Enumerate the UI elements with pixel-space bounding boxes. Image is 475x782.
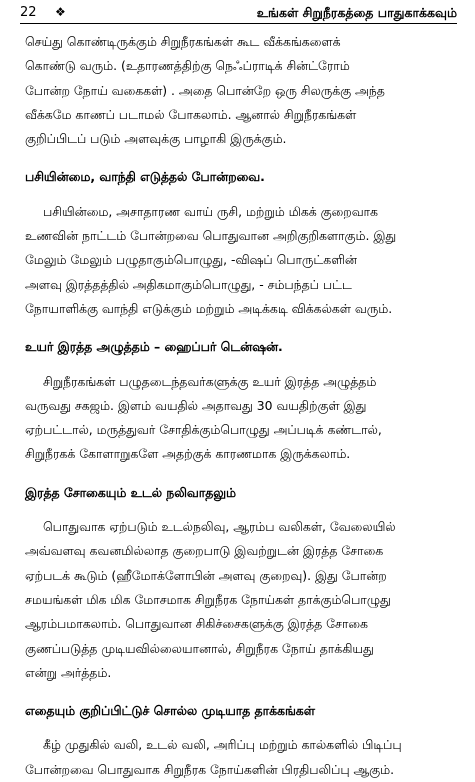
text-line: ஆரம்பமாகலாம். பொதுவான சிகிச்சைகளுக்கு இரத்த சோகை — [25, 616, 368, 632]
text-line: சிறுநீரகங்கள் பழுதடைந்தவர்களுக்கு உயர் இரத்த அழுத்தம் — [43, 373, 377, 389]
text-line: போன்றவை பொதுவாக சிறுநீரக நோய்களின் பிரதிபலிப்பு ஆகும். — [25, 761, 395, 777]
text-line: பசியின்மை, அசாதாரண வாய் ருசி, மற்றும் மிகக் குறைவாக — [43, 203, 378, 219]
paragraph-anemia — [25, 515, 447, 685]
text-line: ஏற்பட்டால், மருத்துவர் சோதிக்கும்பொழுது அப்படிக் கண்டால், — [25, 422, 382, 438]
text-line: நோயாளிக்கு வாந்தி எடுக்கும் மற்றும் அடிக்கடி விக்கல்கள் வரும். — [25, 300, 393, 316]
paragraph-hypertension — [25, 370, 447, 467]
page-header — [20, 2, 457, 24]
text-line: மேலும் மேலும் பழுதாகும்பொழுது, -விஷப் பொருட்களின் — [25, 252, 357, 268]
header-rule — [20, 23, 457, 24]
text-line: போன்ற நோய் வகைகள்) . அதை பொன்றே ஒரு சிலருக்கு அந்த — [25, 82, 385, 98]
section-heading-nonspecific: எதையும் குறிப்பிட்டுச் சொல்ல முடியாத தாக்கங்கள் — [25, 703, 315, 719]
text-line: ஏற்படக் கூடும் (ஹீமோக்ளோபின் அளவு குறைவு). இது போன்ற — [25, 567, 387, 583]
section-heading-appetite: பசியின்மை, வாந்தி எடுத்தல் போன்றவை. — [25, 169, 265, 185]
text-line: உணவின் நாட்டம் போன்றவை பொதுவான அறிகுறிகளாகும். இது — [25, 228, 397, 244]
section-heading-anemia: இரத்த சோகையும் உடல் நலிவாதலும் — [25, 484, 237, 500]
text-line: சிறுநீரகக் கோளாறுகளே அதற்குக் காரணமாக இருக்கலாம். — [25, 446, 351, 462]
paragraph-appetite — [25, 200, 447, 321]
text-line: என்று அர்த்தம். — [25, 664, 112, 680]
text-line: அவ்வளவு கவனமில்லாத குறைபாடு இவற்றுடன் இரத்த சோகை — [25, 543, 384, 559]
text-line: குறிப்பிடப் படும் அளவுக்கு பாழாகி இருக்கும். — [25, 131, 287, 147]
text-line: வருவது சகஜம். இளம் வயதில் அதாவது 30 வயதிற்குள் இது — [25, 397, 367, 413]
section-heading-hypertension: உயர் இரத்த அழுத்தம் – ஹைப்பர் டென்ஷன். — [25, 339, 283, 355]
paragraph-nonspecific — [25, 733, 447, 782]
text-line: சமயங்கள் மிக மிக மோசமாக சிறுநீரக நோய்கள் தாக்கும்பொழுது — [25, 591, 391, 607]
page-number: 22 — [20, 5, 37, 20]
text-line: அளவு இரத்தத்தில் அதிகமாகும்பொழுது, - சம்பந்தப் பட்ட — [25, 276, 352, 292]
text-line: பொதுவாக ஏற்படும் உடல்நலிவு, ஆரம்ப வலிகள், வேலையில் — [43, 519, 396, 535]
text-line: குணப்படுத்த முடியவில்லையானால், சிறுநீரக நோய் தாக்கியது — [25, 640, 374, 656]
text-line: வீக்கமே காணப் படாமல் போகலாம். ஆனால் சிறுநீரகங்கள் — [25, 106, 357, 122]
text-line: கீழ் முதுகில் வலி, உடல் வலி, அரிப்பு மற்றும் கால்களில் பிடிப்பு — [43, 737, 402, 753]
paragraph-continuation — [25, 30, 447, 151]
diamond-ornament-icon: ❖ — [55, 5, 66, 19]
text-line: கொண்டு வரும். (உதாரணத்திற்கு நெஃப்ராடிக் சின்ட்ரோம் — [25, 58, 350, 74]
page-body — [25, 30, 447, 782]
text-line: செய்து கொண்டிருக்கும் சிறுநீரகங்கள் கூட வீக்கங்களைக் — [25, 34, 341, 49]
running-title: உங்கள் சிறுநீரகத்தை பாதுகாக்கவும் — [256, 5, 457, 20]
